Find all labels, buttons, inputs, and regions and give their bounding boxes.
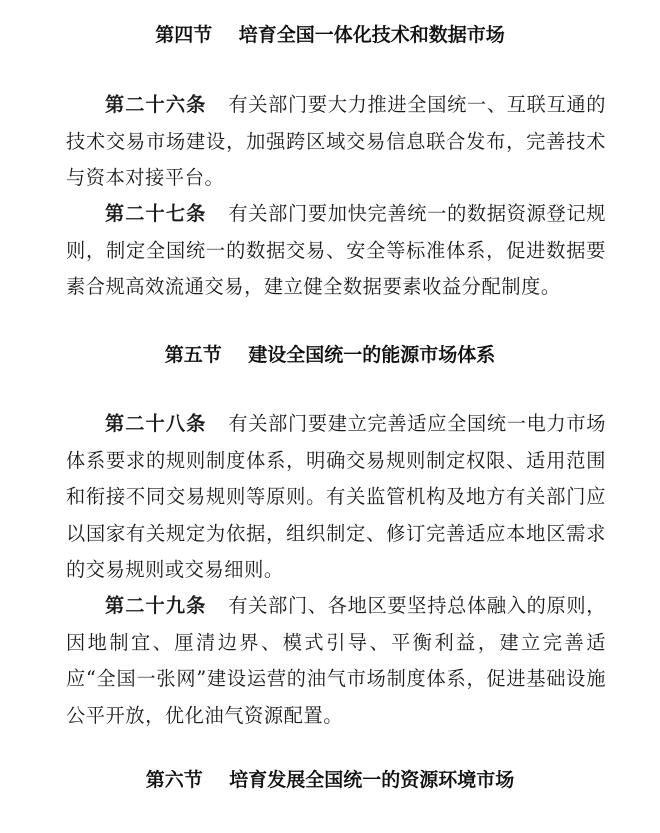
- section-heading-6: 第六节 培育发展全国统一的资源环境市场: [145, 769, 515, 791]
- article-number: 第二十八条: [105, 412, 207, 435]
- article-text: 有关部门要大力推进全国统一、互联互通的技术交易市场建设，加强跨区域交易信息联合发布，完善技术与资本对接平台。: [66, 93, 607, 189]
- article-text: 有关部门要加快完善统一的数据资源登记规则，制定全国统一的数据交易、安全等标准体系，促进数据要素合规高效流通交易，建立健全数据要素收益分配制度。: [66, 202, 607, 298]
- article-28: [66, 406, 606, 589]
- article-text: 有关部门要建立完善适应全国统一电力市场体系要求的规则制度体系，明确交易规则制定权限、适用范围和衔接不同交易规则等原则。有关监管机构及地方有关部门应以国家有关规定为依据，组织制定、修订完善适应本地区需求的交易规则或交易细则。: [66, 412, 607, 581]
- section-heading-4: 第四节 培育全国一体化技术和数据市场: [155, 24, 505, 46]
- article-number: 第二十七条: [105, 202, 207, 225]
- article-29: [66, 588, 606, 734]
- section-heading-5: 第五节 建设全国统一的能源市场体系: [164, 344, 496, 366]
- article-26: [66, 87, 606, 197]
- article-text: 有关部门、各地区要坚持总体融入的原则，因地制宜、厘清边界、模式引导、平衡利益，建立完善适应“全国一张网”建设运营的油气市场制度体系，促进基础设施公平开放，优化油气资源配置。: [66, 594, 607, 727]
- article-27: [66, 196, 606, 306]
- article-number: 第二十六条: [105, 93, 207, 116]
- article-number: 第二十九条: [105, 594, 207, 617]
